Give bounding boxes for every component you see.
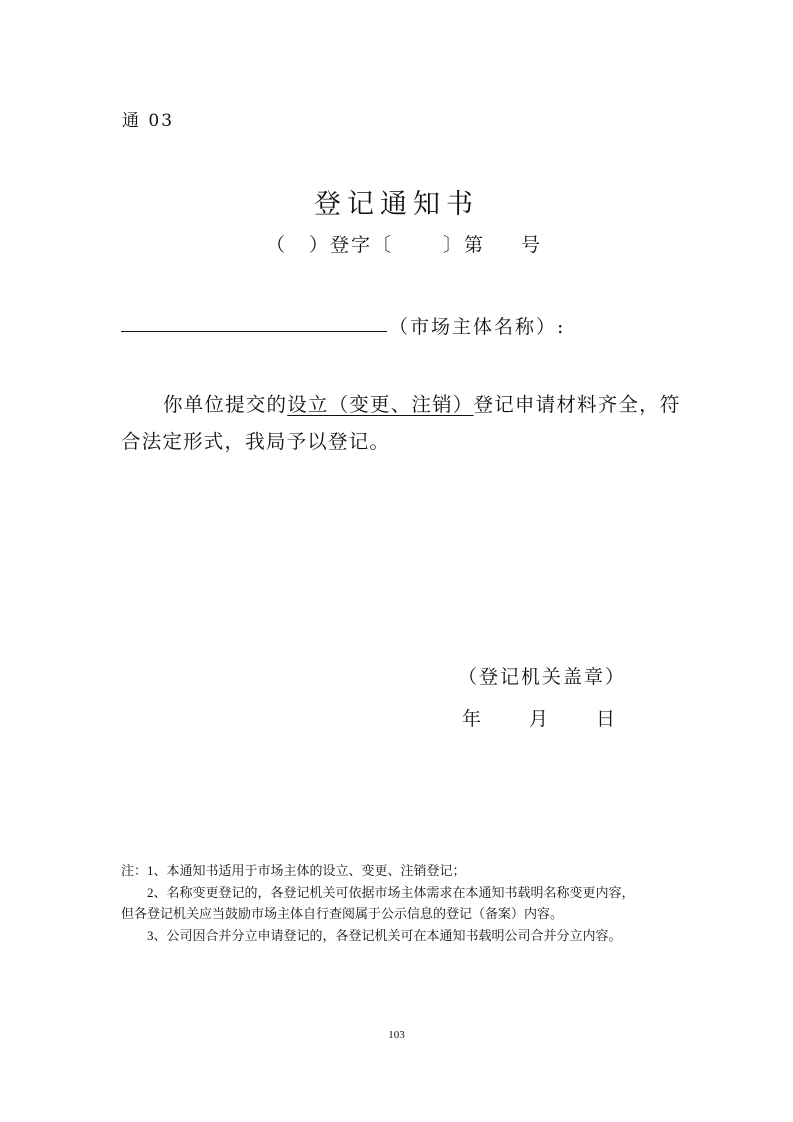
body-text-part1: 你单位提交的 — [163, 393, 288, 416]
page-number: 103 — [388, 1029, 405, 1041]
body-text-part2: 登记申请材料齐全，符合法定形式，我局予以登记。 — [121, 393, 681, 453]
seal-label: （登记机关盖章） — [458, 666, 627, 688]
note-line: 3、公司因合并分立申请登记的，各登记机关可在本通知书载明公司合并分立内容。 — [147, 927, 622, 943]
date-line — [462, 704, 615, 731]
notice-body — [121, 386, 681, 460]
date-month-label: 月 — [529, 708, 549, 730]
document-number — [266, 230, 542, 257]
doc-number-open-paren: （ — [266, 234, 288, 256]
body-text-underlined: 设立（变更、注销） — [287, 393, 474, 416]
note-line: 但各登记机关应当鼓励市场主体自行查阅属于公示信息的登记（备案）内容。 — [121, 906, 564, 921]
doc-number-suffix: 号 — [521, 234, 543, 256]
doc-number-ordinal-label: 〕第 — [443, 234, 486, 256]
document-title: 登记通知书 — [314, 189, 479, 220]
note-line: 注：1、本通知书适用于市场主体的设立、变更、注销登记； — [121, 863, 466, 878]
form-code: 通 03 — [122, 111, 175, 131]
note-line: 2、名称变更登记的，各登记机关可依据市场主体需求在本通知书载明名称变更内容， — [147, 884, 635, 900]
addressee-blank-line — [121, 331, 387, 332]
date-day-label: 日 — [596, 708, 616, 730]
doc-number-word-label: ）登字〔 — [309, 234, 394, 256]
date-year-label: 年 — [462, 708, 482, 730]
notes-section — [121, 860, 681, 946]
addressee-label: （市场主体名称）: — [389, 316, 566, 338]
